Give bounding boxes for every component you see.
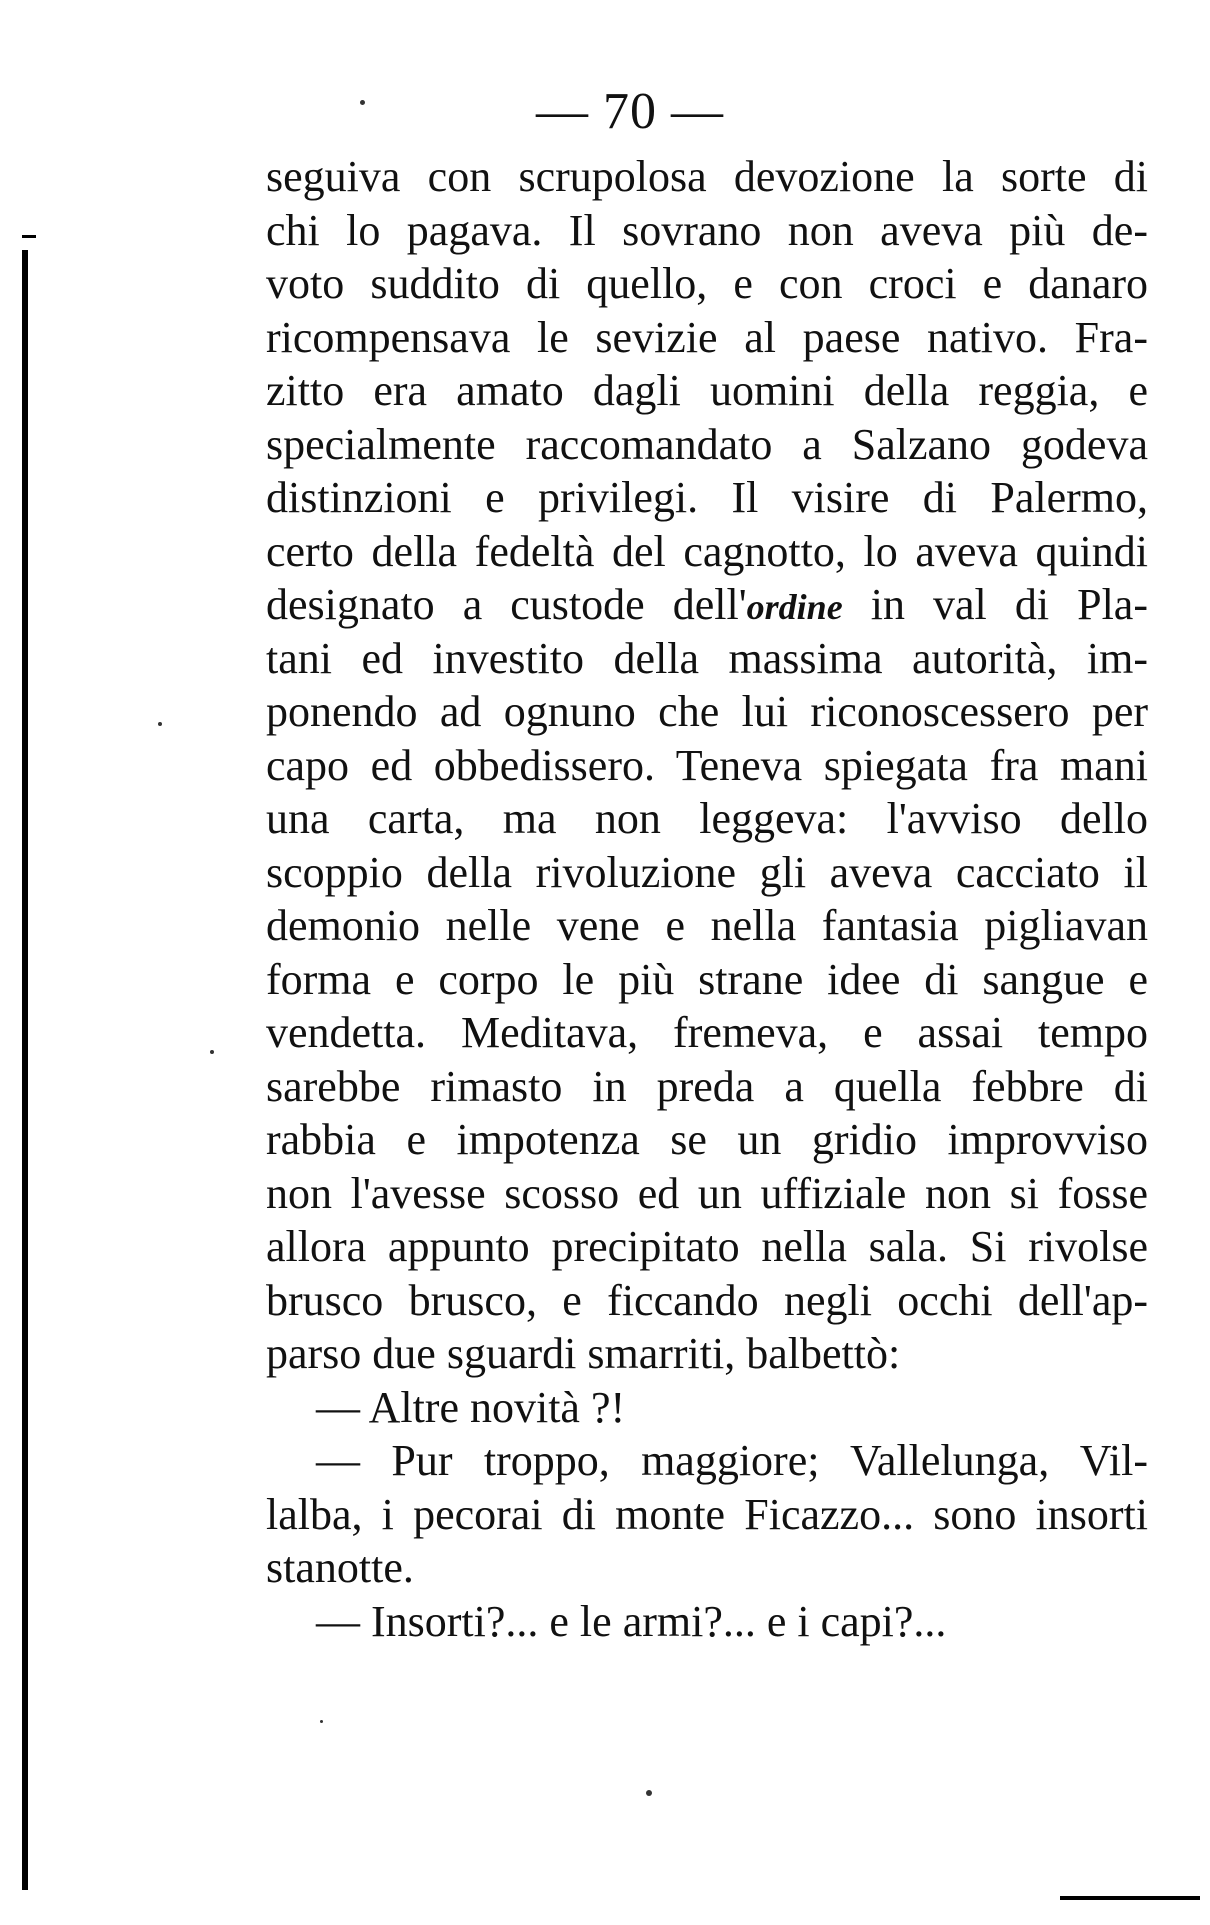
text-line — [266, 578, 1148, 632]
dialogue-line: — Insorti?... e le armi?... e i capi?... — [316, 1596, 947, 1646]
text-line: scoppio della rivoluzione gli aveva cacciato il — [266, 847, 1148, 897]
text-line: chi lo pagava. Il sovrano non aveva più de- — [266, 205, 1148, 255]
text-line: vendetta. Meditava, fremeva, e assai tempo — [266, 1008, 1148, 1057]
text-fragment: in val di Pla- — [842, 580, 1148, 629]
dialogue-line: — Altre novità ?! — [316, 1382, 626, 1432]
text-line: certo della fedeltà del cagnotto, lo aveva quindi — [266, 526, 1148, 576]
page-number: — 70 — — [536, 83, 724, 140]
text-line: zitto era amato dagli uomini della reggia, e — [266, 366, 1148, 415]
text-line: una carta, ma non leggeva: l'avviso dello — [266, 794, 1148, 843]
text-line: demonio nelle vene e nella fantasia pigliavan — [266, 901, 1148, 950]
scan-speck — [158, 722, 162, 726]
body-text — [266, 150, 1148, 1648]
text-line: brusco brusco, e ficcando negli occhi dell'ap- — [266, 1275, 1148, 1325]
text-fragment: designato a custode dell' — [266, 580, 747, 629]
text-line: ricompensava le sevizie al paese nativo. Fra- — [266, 312, 1148, 362]
dialogue-line: — Pur troppo, maggiore; Vallelunga, Vil- — [316, 1436, 1148, 1485]
text-line: allora appunto precipitato nella sala. Si rivolse — [266, 1222, 1148, 1271]
text-line: seguiva con scrupolosa devozione la sorte di — [266, 152, 1148, 201]
scan-speck — [210, 1050, 214, 1054]
text-line: non l'avesse scosso ed un uffiziale non si fosse — [266, 1168, 1148, 1218]
text-line: ponendo ad ognuno che lui riconoscessero per — [266, 687, 1148, 736]
margin-rule — [22, 250, 28, 1890]
text-line: voto suddito di quello, e con croci e danaro — [266, 259, 1148, 308]
italic-word: ordine — [746, 587, 843, 627]
margin-tick — [22, 235, 36, 238]
text-line: capo ed obbedissero. Teneva spiegata fra mani — [266, 740, 1148, 790]
text-line: stanotte. — [266, 1543, 414, 1592]
text-line: lalba, i pecorai di monte Ficazzo... sono insorti — [266, 1489, 1148, 1539]
text-line: forma e corpo le più strane idee di sangue e — [266, 954, 1148, 1004]
text-line: specialmente raccomandato a Salzano godeva — [266, 419, 1148, 469]
text-line: sarebbe rimasto in preda a quella febbre di — [266, 1061, 1148, 1111]
text-line: distinzioni e privilegi. Il visire di Palermo, — [266, 473, 1148, 522]
text-line: tani ed investito della massima autorità, im- — [266, 633, 1148, 683]
scan-speck — [646, 1790, 652, 1796]
text-line: parso due sguardi smarriti, balbettò: — [266, 1329, 901, 1378]
scan-speck — [320, 1720, 323, 1723]
bottom-rule — [1060, 1896, 1200, 1900]
scan-speck — [360, 100, 365, 105]
text-line: rabbia e impotenza se un gridio improvviso — [266, 1115, 1148, 1164]
